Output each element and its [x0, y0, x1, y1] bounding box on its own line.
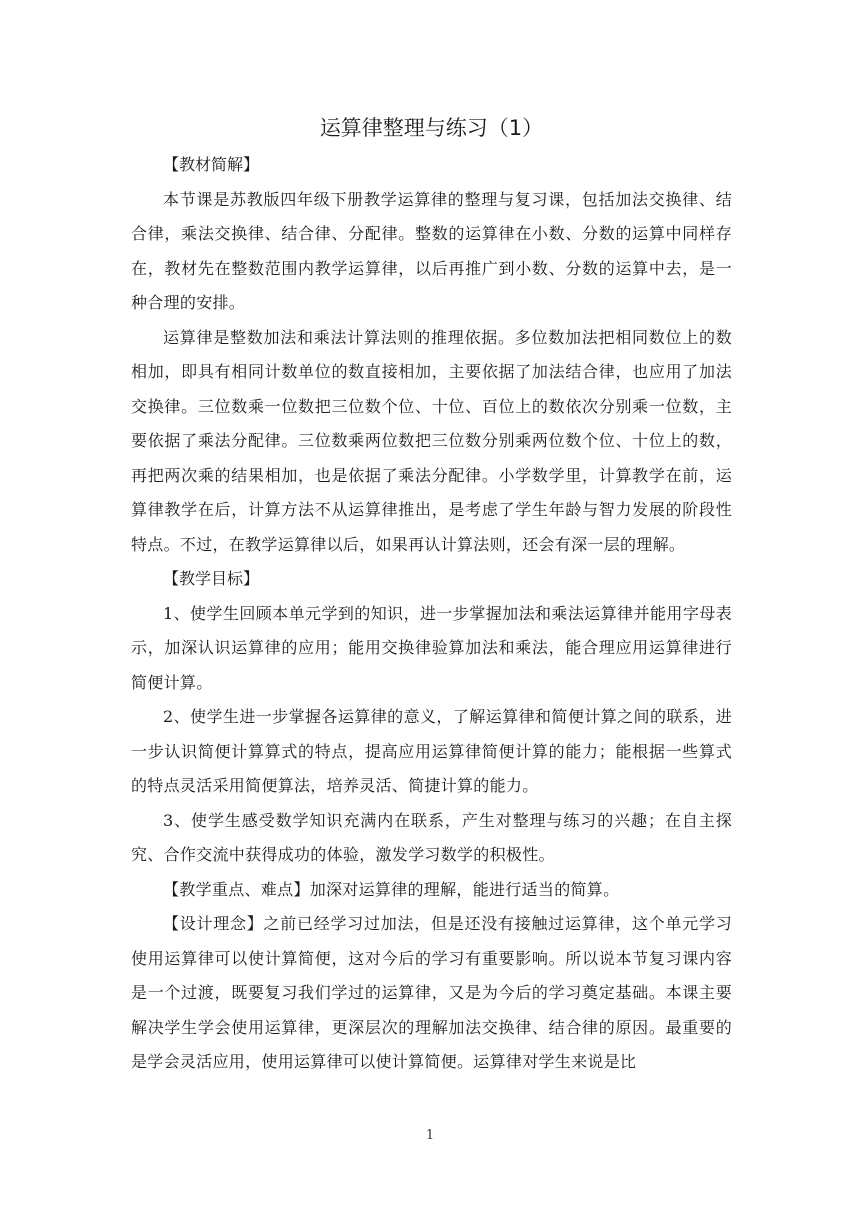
- paragraph-textbook-1: 本节课是苏教版四年级下册教学运算律的整理与复习课，包括加法交换律、结合律，乘法交换律、结合律、分配律。整数的运算律在小数、分数的运算中同样存在，教材先在整数范围内教学运算律，以后再推广到小数、分数的运算中去，是一种合理的安排。: [131, 189, 732, 312]
- paragraph-goal-2: 2、使学生进一步掌握各运算律的意义，了解运算律和简便计算之间的联系，进一步认识简便计算算式的特点，提高应用运算律简便计算的能力；能根据一些算式的特点灵活采用简便算法，培养灵活、简捷计算的能力。: [131, 707, 732, 795]
- section-heading-goals: 【教学目标】: [163, 569, 260, 588]
- paragraph-textbook-2: 运算律是整数加法和乘法计算法则的推理依据。多位数加法把相同数位上的数相加，即具有相同计数单位的数直接相加，主要依据了加法结合律，也应用了加法交换律。三位数乘一位数把三位数个位、十位、百位上的数依次分别乘一位数，主要依据了乘法分配律。三位数乘两位数把三位数分别乘两位数个位、十位上的数，再把两次乘的结果相加，也是依据了乘法分配律。小学数学里，计算教学在前，运算律教学在后，计算方法不从运算律推出，是考虑了学生年龄与智力发展的阶段性特点。不过，在教学运算律以后，如果再认计算法则，还会有深一层的理解。: [131, 327, 732, 554]
- document-page: [131, 108, 732, 1080]
- section-heading-textbook: 【教材简解】: [163, 155, 260, 174]
- paragraph-goal-1: 1、使学生回顾本单元学到的知识，进一步掌握加法和乘法运算律并能用字母表示，加深认识运算律的应用；能用交换律验算加法和乘法，能合理应用运算律进行简便计算。: [131, 603, 732, 692]
- paragraph-key-points: 【教学重点、难点】加深对运算律的理解，能进行适当的简算。: [163, 879, 620, 899]
- page-number: 1: [425, 1128, 435, 1143]
- paragraph-design-concept: 【设计理念】之前已经学习过加法，但是还没有接触过运算律，这个单元学习使用运算律可以使计算简便，这对今后的学习有重要影响。所以说本节复习课内容是一个过渡，既要复习我们学过的运算律，又是为今后的学习奠定基础。本课主要解决学生学会使用运算律，更深层次的理解加法交换律、结合律的原因。最重要的是学会灵活应用，使用运算律可以使计算简便。运算律对学生来说是比: [131, 914, 732, 1071]
- document-title: 运算律整理与练习（1）: [319, 116, 544, 140]
- paragraph-goal-3: 3、使学生感受数学知识充满内在联系，产生对整理与练习的兴趣；在自主探究、合作交流中获得成功的体验，激发学习数学的积极性。: [131, 810, 732, 864]
